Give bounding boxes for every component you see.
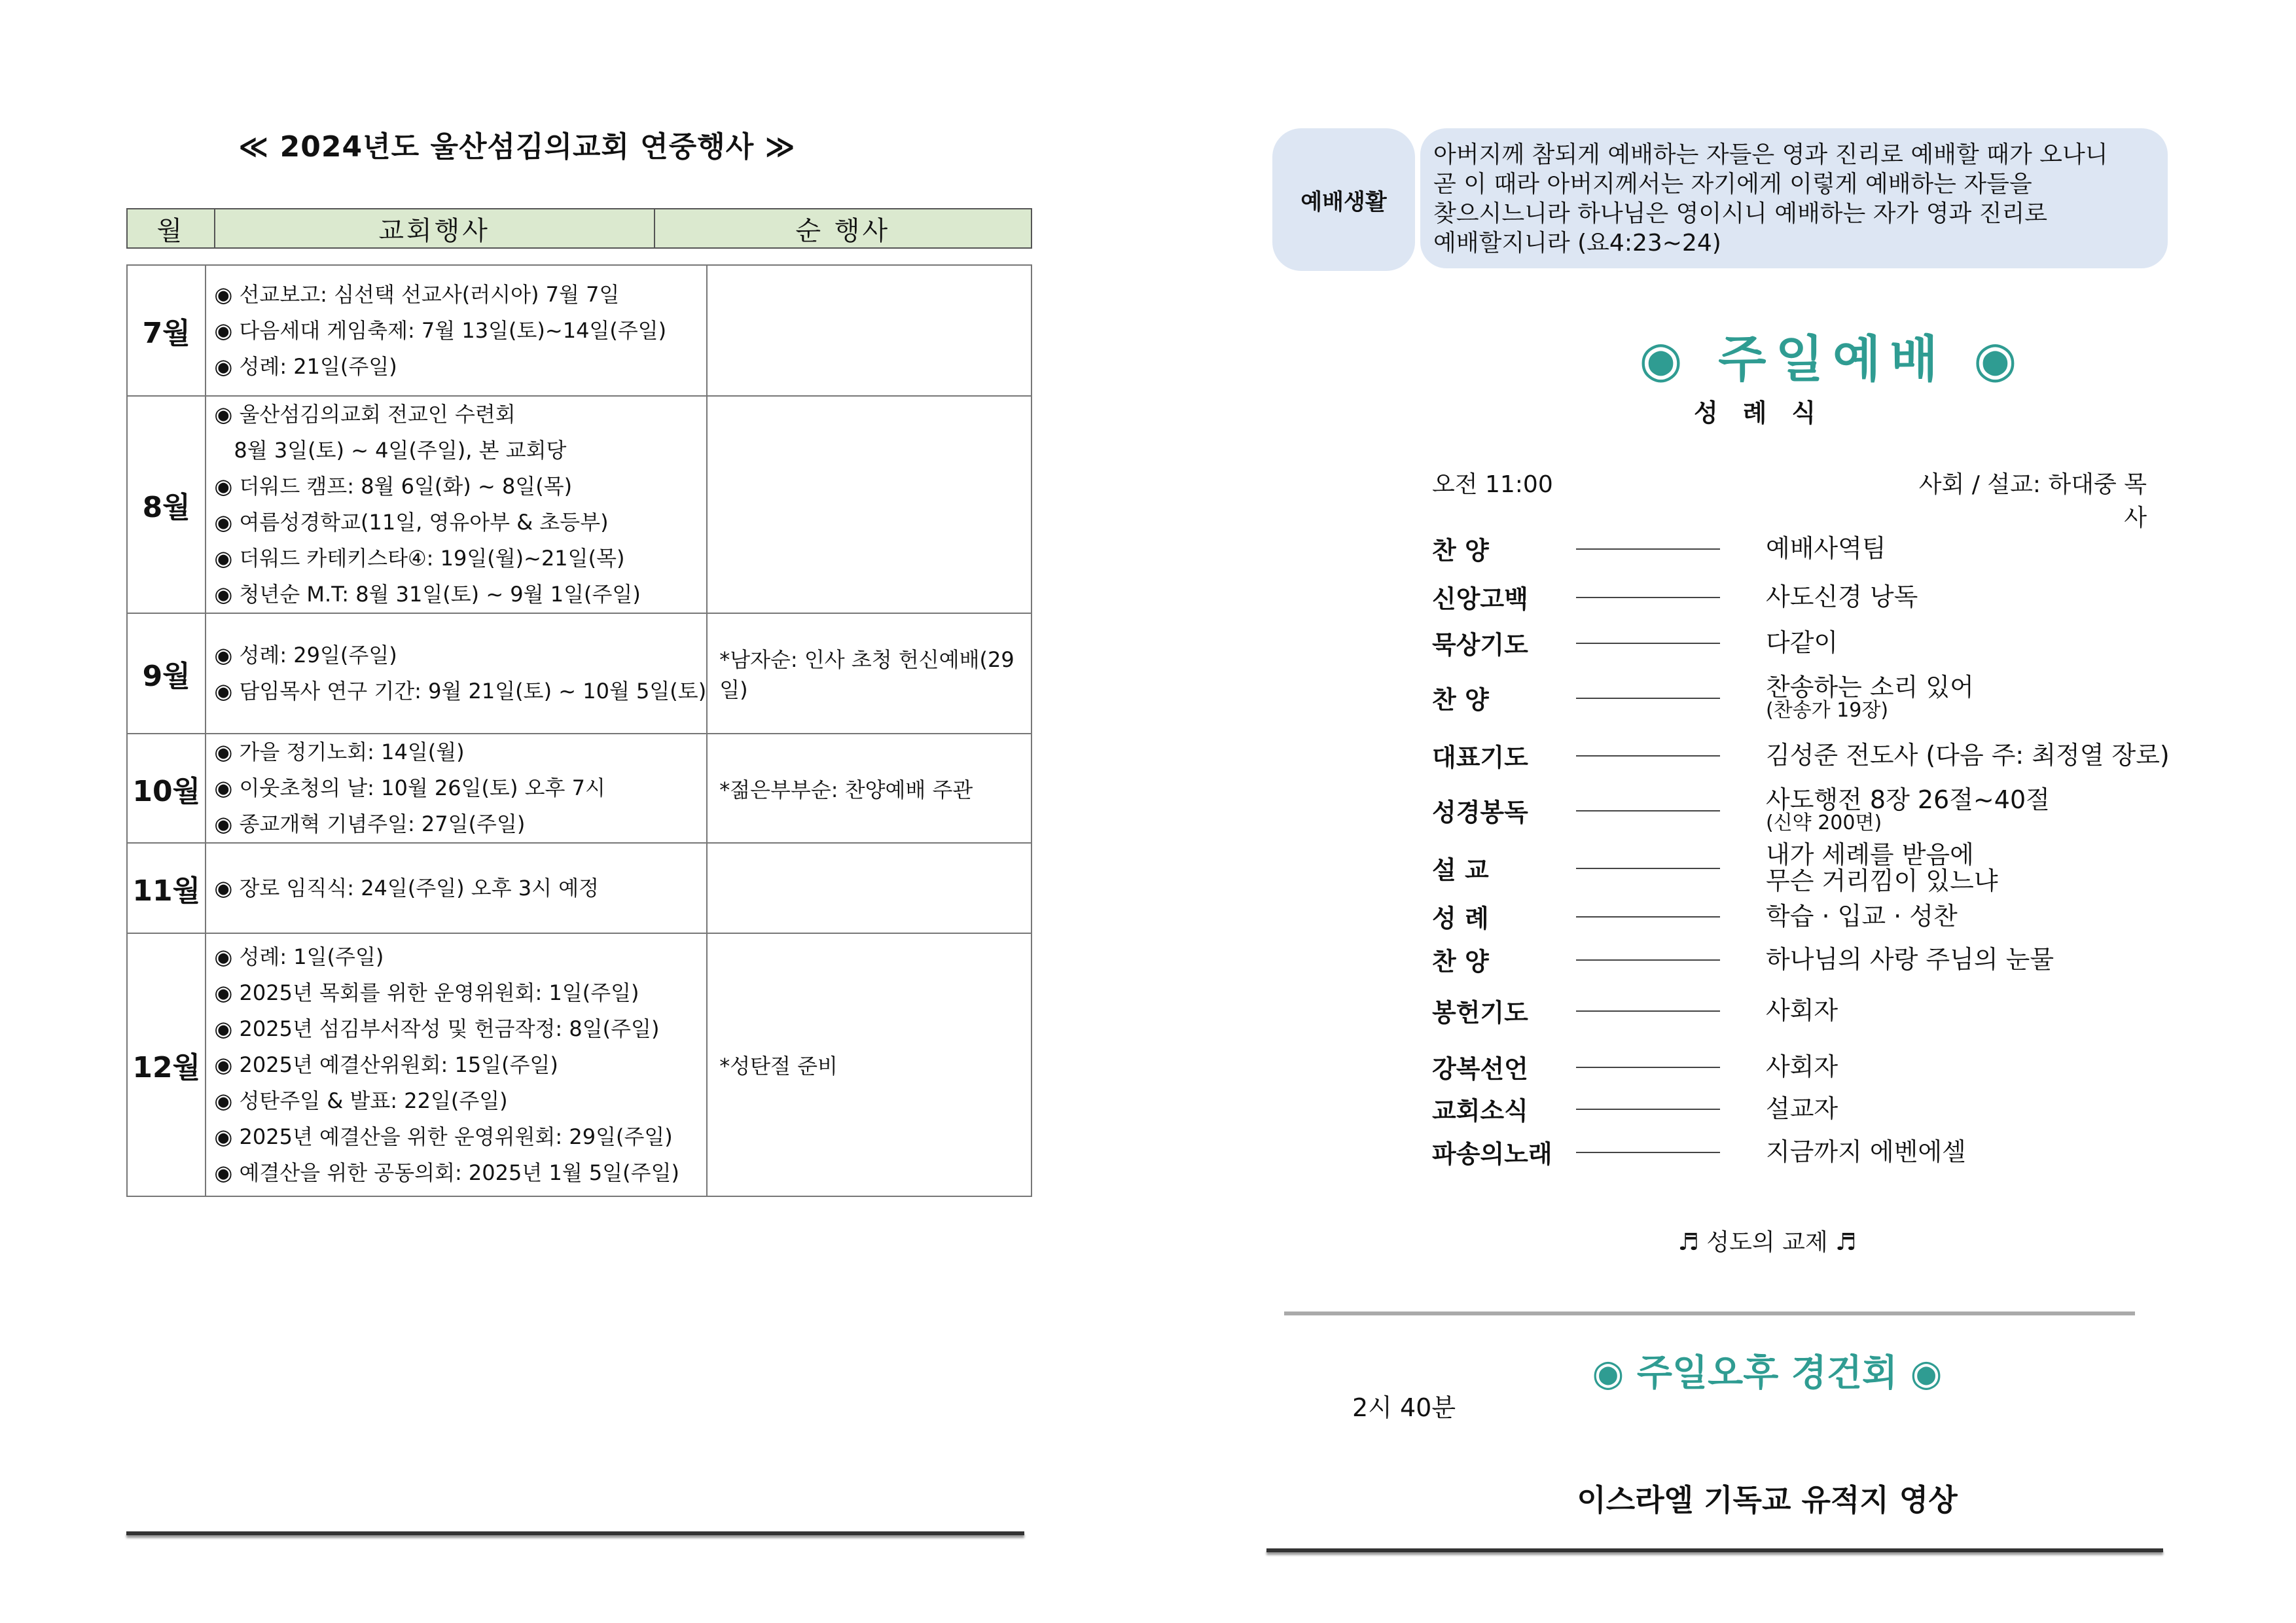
scripture-line: 예배할지니라 (요4:23~24) [1433,230,1721,257]
order-row [1432,991,2191,1030]
header-group-events: 순 행사 [795,215,891,246]
event-item: ◉ 다음세대 게임축제: 7월 13일(토)~14일(주일) [214,317,667,343]
order-leader-line [1576,1010,1720,1012]
order-value-text: 지금까지 에벤에셀 [1766,1137,1966,1166]
group-event-cell [707,265,1031,396]
order-value-text: 사도신경 낭독 [1766,582,1918,611]
order-row [1432,1089,2191,1128]
order-value-text: 설교자 [1766,1094,1839,1123]
order-label: 봉헌기도 [1432,998,1528,1027]
order-value-text: 학습 · 입교 · 성찬 [1766,902,1958,931]
order-value-text: 하나님의 사랑 주님의 눈물 [1766,945,2054,974]
order-leader-line [1576,810,1720,812]
schedule-row [127,933,1031,1196]
order-label: 찬 양 [1432,536,1489,565]
order-label: 찬 양 [1432,947,1489,976]
order-leader-line [1576,959,1720,961]
order-label: 교회소식 [1432,1096,1528,1126]
section-divider [1284,1311,2135,1315]
month-cell: 10월 [127,734,206,843]
event-item: ◉ 2025년 예결산을 위한 운영위원회: 29일(주일) [214,1124,673,1149]
order-leader-line [1576,1067,1720,1068]
order-value-text: 사회자 [1766,1052,1839,1081]
worship-time: 오전 11:00 [1432,471,1553,498]
church-events-cell [206,843,707,933]
order-label: 성 례 [1432,904,1489,933]
month-cell: 9월 [127,613,206,734]
header-month: 월 [128,209,215,247]
order-value [1766,584,1918,610]
order-value [1766,903,1958,929]
order-value-text: 사회자 [1766,996,1839,1025]
order-row [1432,1132,2191,1171]
order-value-note: (신약 200면) [1766,812,1882,834]
order-row [1432,940,2191,979]
order-label: 대표기도 [1432,743,1528,772]
order-row [1432,736,2191,775]
order-label: 성경봉독 [1432,798,1528,827]
order-row [1432,673,2191,722]
order-value-text: 다같이 [1766,628,1839,657]
order-leader-line [1576,1109,1720,1110]
event-item: ◉ 성례: 29일(주일) [214,643,397,668]
worship-life-label: 예배생활 [1272,128,1415,271]
order-row [1432,1047,2191,1086]
order-label: 묵상기도 [1432,630,1528,660]
month-cell: 12월 [127,933,206,1196]
scripture-line: 아버지께 참되게 예배하는 자들은 영과 진리로 예배할 때가 오나니 [1433,141,2108,168]
group-event-cell [707,396,1031,613]
order-label: 신앙고백 [1432,584,1528,614]
event-item: ◉ 더워드 카테키스타④: 19일(월)~21일(목) [214,546,625,571]
order-row [1432,529,2191,568]
church-events-cell [206,734,707,843]
order-value-text: 예배사역팀 [1766,534,1886,563]
page-bottom-rule [126,1531,1024,1535]
afternoon-service-time: 2시 40분 [1352,1393,1456,1422]
event-item: 8월 3일(토) ~ 4일(주일), 본 교회당 [234,438,567,463]
order-row [1432,785,2191,834]
event-item: ◉ 여름성경학교(11일, 영유아부 & 초등부) [214,510,609,535]
order-value-text-2: 무슨 거리낌이 있느냐 [1766,866,1998,895]
event-item: ◉ 성례: 21일(주일) [214,353,397,379]
month-cell: 8월 [127,396,206,613]
order-value [1766,997,1838,1024]
month-cell: 11월 [127,843,206,933]
afternoon-program: 이스라엘 기독교 유적지 영상 [1577,1482,1958,1518]
order-leader-line [1576,1152,1720,1153]
schedule-table [126,264,1032,1197]
event-item: ◉ 2025년 섬김부서작성 및 헌금작정: 8일(주일) [214,1016,660,1041]
church-events-cell [206,933,707,1196]
order-leader-line [1576,868,1720,869]
order-value [1766,742,2170,768]
event-item: ◉ 예결산을 위한 공동의회: 2025년 1월 5일(주일) [214,1160,679,1185]
group-event-cell [707,843,1031,933]
order-value [1766,630,1838,656]
schedule-header [126,208,1032,249]
month-cell: 7월 [127,265,206,396]
church-events-cell [206,396,707,613]
event-item: ◉ 성탄주일 & 발표: 22일(주일) [214,1088,508,1113]
order-value-text: 사도행전 8장 26절~40절 [1766,785,2050,814]
church-events-cell [206,265,707,396]
event-item: ◉ 울산섬김의교회 전교인 수련회 [214,402,516,427]
group-event-cell: *젊은부부순: 찬양예배 주관 [707,734,1031,843]
order-value [1766,1054,1838,1080]
schedule-row [127,734,1031,843]
event-item: ◉ 청년순 M.T: 8월 31일(토) ~ 9월 1일(주일) [214,582,641,607]
order-leader-line [1576,548,1720,550]
worship-leader: 사회 / 설교: 하대중 목사 [1918,471,2147,531]
order-value-note: (찬송가 19장) [1766,699,1889,722]
scripture-box [1420,128,2168,268]
schedule-row [127,843,1031,933]
ceremony-subtitle: 성례식 [1693,399,1841,427]
event-item: ◉ 이웃초청의 날: 10월 26일(토) 오후 7시 [214,776,605,800]
order-value-text: 김성준 전도사 (다음 주: 최정열 장로) [1766,741,2170,770]
order-value [1766,787,2050,834]
order-leader-line [1576,755,1720,757]
scripture-line: 찾으시느니라 하나님은 영이시니 예배하는 자가 영과 진리로 [1433,200,2048,227]
group-event-cell: *남자순: 인사 초청 헌신예배(29일) [707,613,1031,734]
order-value-text: 찬송하는 소리 있어 [1766,673,1974,702]
event-item: ◉ 종교개혁 기념주일: 27일(주일) [214,812,526,836]
sunday-worship-title: ◉ 주일예배 ◉ [1639,330,2026,388]
order-row [1432,577,2191,616]
order-label: 강복선언 [1432,1054,1528,1084]
order-row [1432,840,2191,895]
schedule-row [127,613,1031,734]
schedule-row [127,265,1031,396]
order-value [1766,946,2054,972]
event-item: ◉ 장로 임직식: 24일(주일) 오후 3시 예정 [214,875,600,901]
fellowship-note: ♬ 성도의 교제 ♬ [1677,1229,1857,1256]
event-item: ◉ 가을 정기노회: 14일(월) [214,740,465,764]
order-value [1766,842,1998,894]
order-label: 설 교 [1432,855,1489,885]
order-value-text: 내가 세례를 받음에 [1766,840,1974,869]
order-leader-line [1576,916,1720,918]
event-item: ◉ 성례: 1일(주일) [214,944,384,969]
order-label: 찬 양 [1432,685,1489,715]
order-row [1432,897,2191,936]
order-leader-line [1576,698,1720,699]
order-leader-line [1576,597,1720,598]
schedule-row [127,396,1031,613]
order-label: 파송의노래 [1432,1139,1552,1169]
order-row [1432,623,2191,662]
order-value [1766,1096,1838,1122]
event-item: ◉ 선교보고: 심선택 선교사(러시아) 7월 7일 [214,281,620,307]
church-events-cell [206,613,707,734]
event-item: ◉ 더워드 캠프: 8월 6일(화) ~ 8일(목) [214,474,573,499]
scripture-line: 곧 이 때라 아버지께서는 자기에게 이렇게 예배하는 자들을 [1433,171,2032,198]
schedule-title: ≪ 2024년도 울산섬김의교회 연중행사 ≫ [238,130,796,164]
order-value [1766,674,1974,721]
event-item: ◉ 2025년 목회를 위한 운영위원회: 1일(주일) [214,980,639,1005]
order-value [1766,1139,1966,1165]
order-leader-line [1576,643,1720,644]
afternoon-service-title: ◉ 주일오후 경건회 ◉ [1592,1352,1943,1395]
page-bottom-rule-right [1266,1548,2163,1552]
event-item: ◉ 2025년 예결산위원회: 15일(주일) [214,1052,558,1077]
event-item: ◉ 담임목사 연구 기간: 9월 21일(토) ~ 10월 5일(토) [214,679,707,704]
order-value [1766,535,1886,562]
header-church-events: 교회행사 [215,209,655,247]
group-event-cell: *성탄절 준비 [707,933,1031,1196]
